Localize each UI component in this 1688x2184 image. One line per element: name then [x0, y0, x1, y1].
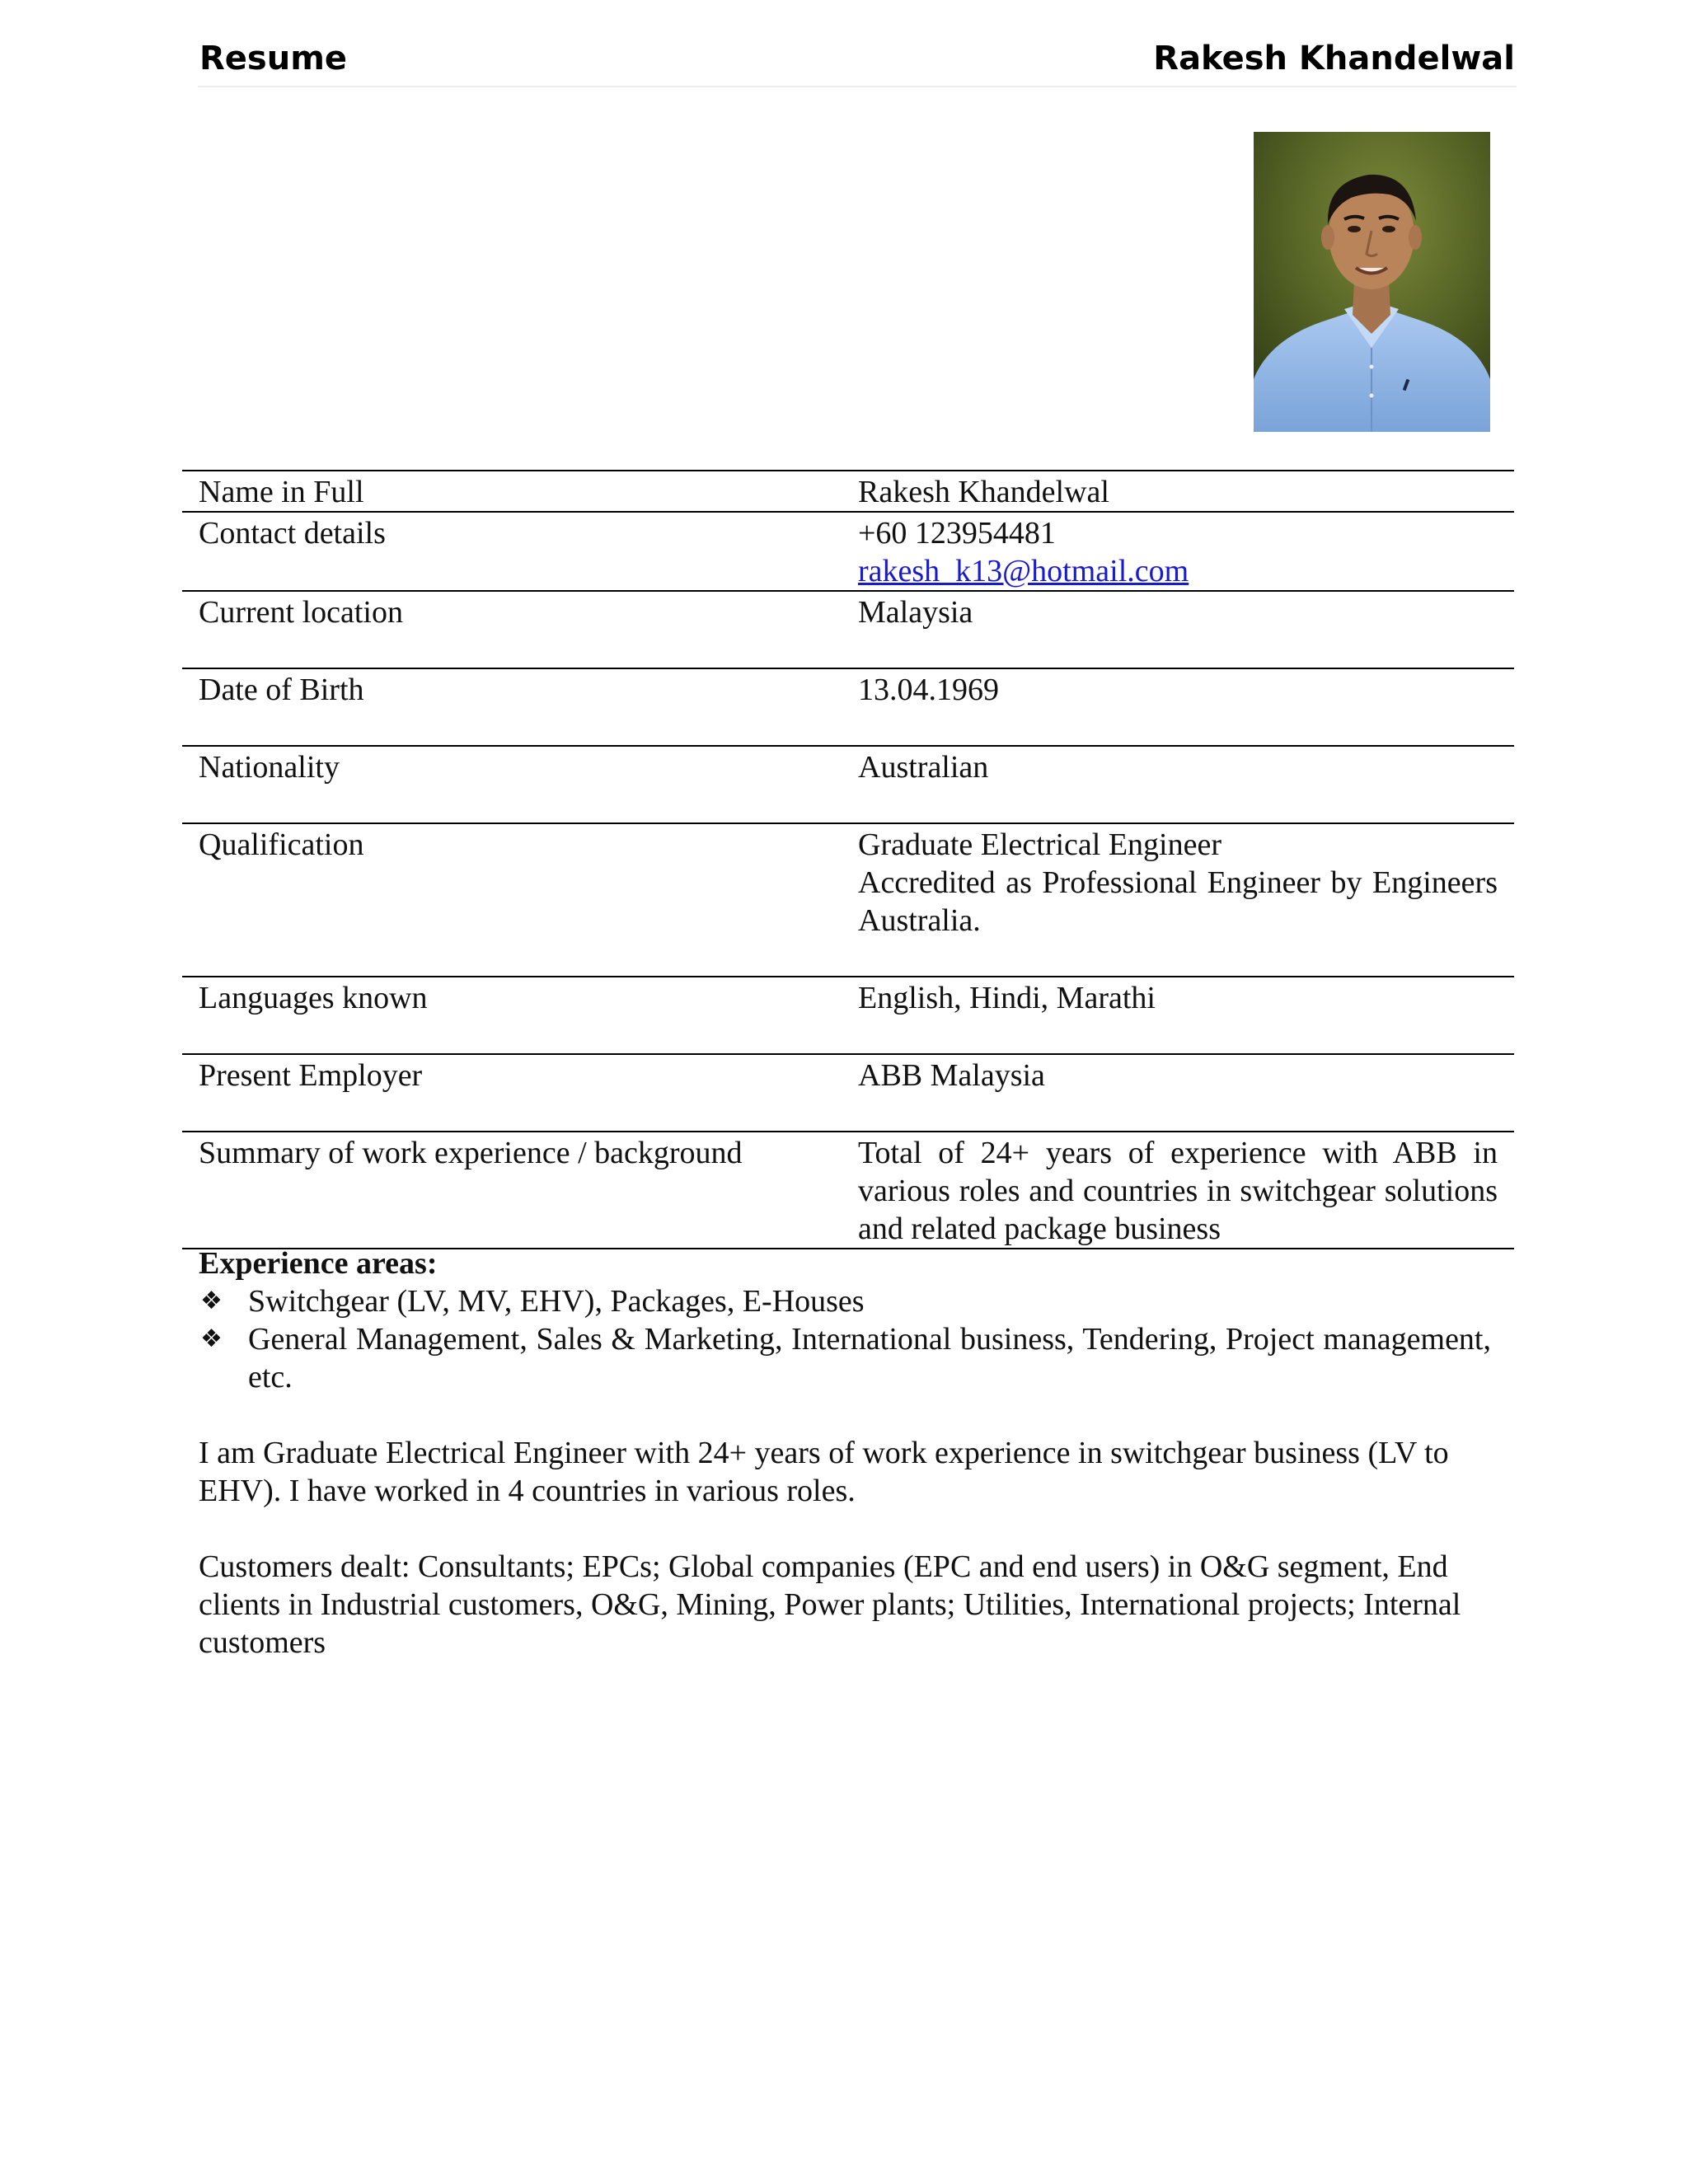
row-label-contact: Contact details — [182, 512, 858, 591]
row-value-dob: 13.04.1969 — [858, 668, 1514, 746]
table-row — [182, 1054, 1514, 1132]
list-item — [199, 1282, 1491, 1320]
diamond-bullet-icon: ❖ — [200, 1324, 223, 1353]
row-label-location: Current location — [182, 591, 858, 668]
table-row — [182, 746, 1514, 823]
row-label-summary: Summary of work experience / background — [182, 1132, 858, 1249]
email-link[interactable]: rakesh_k13@hotmail.com — [858, 554, 1189, 588]
profile-photo — [1254, 132, 1490, 432]
page-header — [198, 40, 1517, 87]
diamond-bullet-icon: ❖ — [200, 1286, 223, 1315]
row-value-languages: English, Hindi, Marathi — [858, 977, 1514, 1054]
row-value-nationality: Australian — [858, 746, 1514, 823]
experience-areas-list — [199, 1282, 1491, 1396]
phone-number: +60 123954481 — [858, 516, 1056, 551]
row-label-languages: Languages known — [182, 977, 858, 1054]
row-label-name: Name in Full — [182, 471, 858, 512]
table-row — [182, 471, 1514, 512]
row-value-contact — [858, 512, 1514, 591]
qualification-accreditation: Accredited as Professional Engineer by Engineers Australia. — [858, 865, 1498, 938]
row-value-summary: Total of 24+ years of experience with ABB in various roles and countries in switchgear solutions and related package business — [858, 1132, 1514, 1249]
personal-info-table — [182, 470, 1514, 1249]
row-value-name: Rakesh Khandelwal — [858, 471, 1514, 512]
table-row — [182, 668, 1514, 746]
row-value-location: Malaysia — [858, 591, 1514, 668]
customers-paragraph: Customers dealt: Consultants; EPCs; Global companies (EPC and end users) in O&G segment, End clients in Industrial customers, O&G, Mining, Power plants; Utilities, International projects; Internal customers — [199, 1549, 1461, 1660]
row-value-qualification — [858, 823, 1514, 977]
row-label-employer: Present Employer — [182, 1054, 858, 1132]
experience-item-text: General Management, Sales & Marketing, International business, Tendering, Project management, etc. — [248, 1322, 1491, 1394]
intro-paragraph: I am Graduate Electrical Engineer with 24+ years of work experience in switchgear business (LV to EHV). I have worked in 4 countries in various roles. — [199, 1436, 1449, 1508]
row-label-qualification: Qualification — [182, 823, 858, 977]
row-label-nationality: Nationality — [182, 746, 858, 823]
experience-item-text: Switchgear (LV, MV, EHV), Packages, E-Houses — [248, 1284, 865, 1319]
list-item — [199, 1320, 1491, 1396]
experience-areas-heading: Experience areas: — [199, 1246, 438, 1281]
table-row — [182, 591, 1514, 668]
row-label-dob: Date of Birth — [182, 668, 858, 746]
resume-title: Resume — [199, 40, 348, 77]
row-value-employer: ABB Malaysia — [858, 1054, 1514, 1132]
table-row — [182, 1132, 1514, 1249]
table-row — [182, 512, 1514, 591]
table-row — [182, 977, 1514, 1054]
header-name: Rakesh Khandelwal — [1153, 40, 1515, 77]
qualification-degree: Graduate Electrical Engineer — [858, 827, 1221, 862]
table-row — [182, 823, 1514, 977]
